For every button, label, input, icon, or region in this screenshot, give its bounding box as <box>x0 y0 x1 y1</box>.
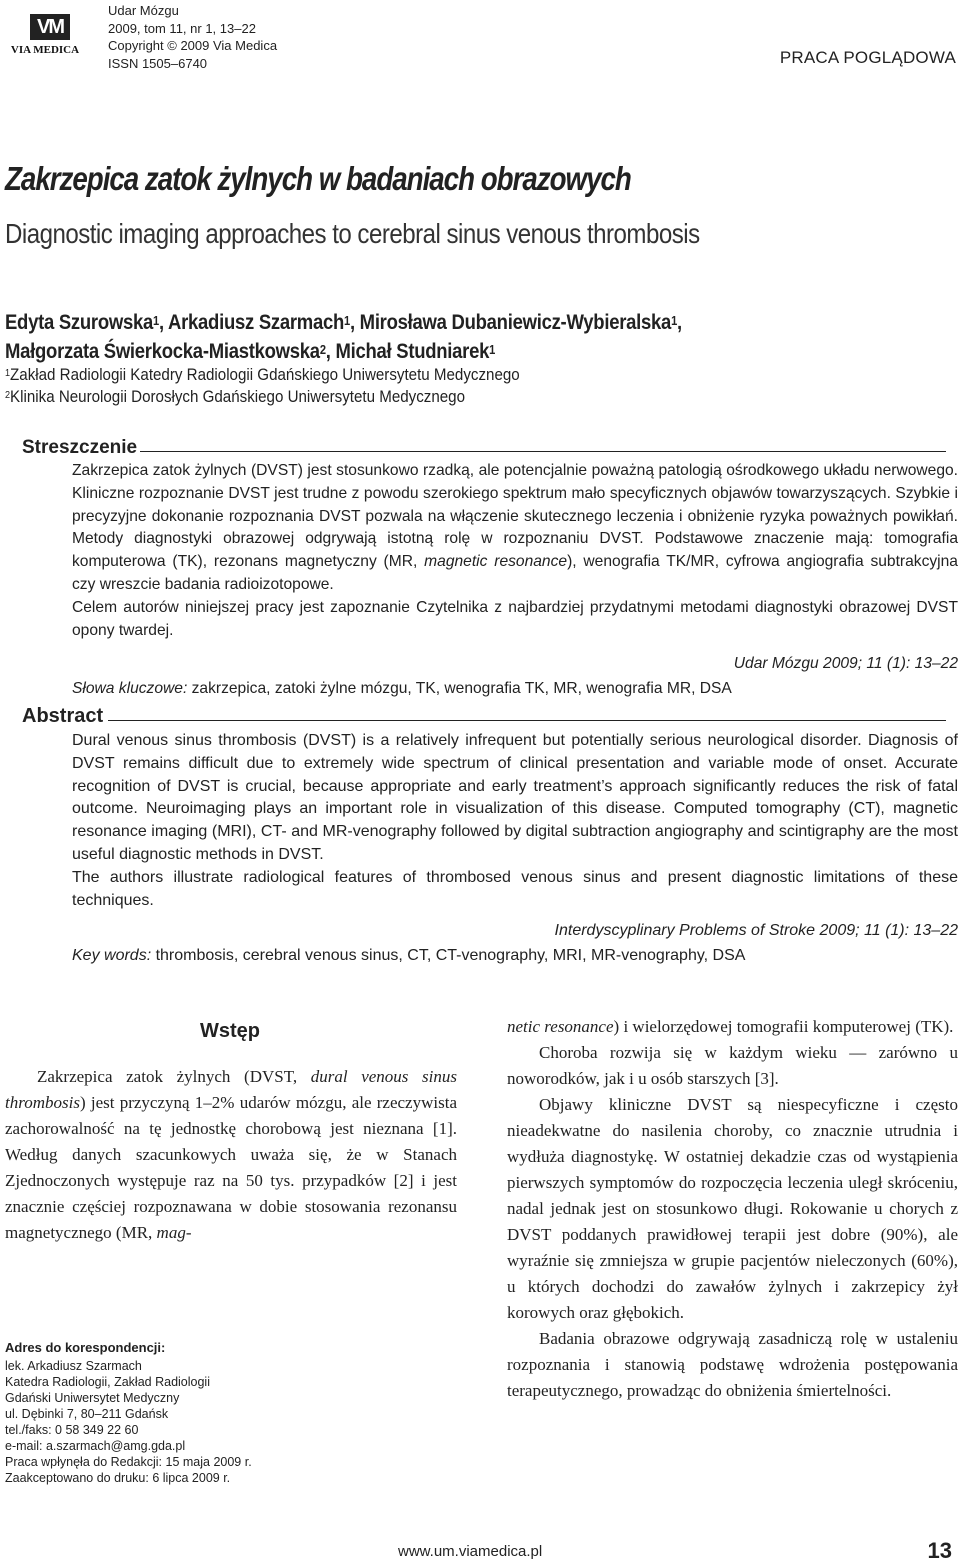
affiliation-item <box>5 386 520 408</box>
abstract-body <box>72 730 958 968</box>
affiliation-mark: 1 <box>344 313 350 328</box>
section-rule <box>140 451 946 452</box>
correspondence-email: e-mail: a.szarmach@amg.gda.pl <box>5 1439 186 1453</box>
section-heading-introduction: Wstęp <box>200 1020 260 1042</box>
streszczenie-heading: Streszczenie <box>22 437 138 458</box>
italic-term: mag- <box>156 1223 192 1242</box>
author-name: Edyta Szurowska <box>5 311 154 334</box>
citation: Udar Mózgu 2009; 11 (1): 13–22 <box>733 655 958 673</box>
abstract-paragraph: Dural venous sinus thrombosis (DVST) is a relatively infrequent but potentially serious neurological disorder. Diagnosis of DVST remains difficult due to extremely wide spectrum of clinical presentation and variable mode of onset. Accurate recognition of DVST is crucial, because appropriate and early treatment’s approach significantly reduces the risk of fatal outcome. Neuroimaging plays an important role in visualization of this disease. Computed tomography (CT), magnetic resonance imaging (MRI), CT- and MR-venography followed by digital subtraction angiography and scintigraphy are the most useful diagnostic methods in DVST. <box>72 732 958 863</box>
author-list <box>5 308 682 366</box>
streszczenie-body <box>72 460 958 701</box>
publication-info <box>108 2 277 72</box>
italic-term: dural venous sinus thrombosis <box>5 1067 457 1112</box>
issn: ISSN 1505–6740 <box>108 55 208 71</box>
keywords <box>72 678 958 701</box>
correspondence-line: Katedra Radiologii, Zakład Radiologii <box>5 1375 210 1389</box>
author-separator: , <box>676 311 682 334</box>
affiliation-mark: 1 <box>489 342 496 357</box>
affiliation-text: Klinika Neurologii Dorosłych Gdańskiego Uniwersytetu Medycznego <box>10 387 466 406</box>
title-english: Diagnostic imaging approaches to cerebral sinus venous thrombosis <box>5 218 700 249</box>
abstract-paragraph <box>72 460 958 597</box>
keywords <box>72 945 958 968</box>
text-run: ) jest przyczyną 1–2% udarów mózgu, ale rzeczywista zachorowalność na tę jednostkę chorobową jest nieznana [1]. Według danych szacunkowych uważa się, że w Stanach Zjednoczonych występuje raz na 50 tys. przypadków [2] i jest znacznie częściej rozpoznawana w dobie stosowania rezonansu magnetycznego (MR, <box>5 1093 457 1242</box>
correspondence-line: lek. Arkadiusz Szarmach <box>5 1359 142 1373</box>
correspondence-line: Gdański Uniwersytet Medyczny <box>5 1391 180 1405</box>
affiliation-number: 1 <box>5 367 11 379</box>
abstract-heading: Abstract <box>22 705 104 727</box>
keywords-label: Słowa kluczowe: <box>72 680 188 698</box>
affiliation-mark: 1 <box>153 313 159 328</box>
copyright: Copyright © 2009 Via Medica <box>108 38 278 53</box>
article-type: PRACA POGLĄDOWA <box>779 48 956 67</box>
author-name: Małgorzata Świerkocka-Miastkowska <box>5 340 320 363</box>
affiliations <box>5 364 520 408</box>
correspondence-line: Praca wpłynęła do Redakcji: 15 maja 2009 r. <box>5 1455 252 1469</box>
affiliation-item <box>5 364 520 386</box>
keywords-label: Key words: <box>72 947 152 965</box>
title-polish: Zakrzepica zatok żylnych w badaniach obrazowych <box>5 160 631 197</box>
text-run: ) i wielorzędowej tomografii komputerowej (TK). <box>613 1017 954 1036</box>
citation: Interdyscyplinary Problems of Stroke 2009; 11 (1): 13–22 <box>554 922 958 940</box>
correspondence-heading: Adres do korespondencji: <box>5 1340 166 1355</box>
text-run: Zakrzepica zatok żylnych (DVST) jest stosunkowo rzadką, ale potencjalnie poważną patologią ośrodkowego układu nerwowego. Kliniczne rozpoznanie DVST jest trudne z powodu szerokiego spektrum mało specyficznych objawów towarzyszących. Szybkie i precyzyjne dokonanie rozpoznania DVST pozwala na włączenie skutecznego leczenia i obniżenie ryzyka poważnych powikłań. Metody diagnostyki obrazowej odgrywają istotną rolę w rozpoznaniu DVST. Podstawowe znaczenie mają: tomografia komputerowa (TK), rezonans magnetyczny (MR, <box>72 462 958 571</box>
footer-url: www.um.viamedica.pl <box>398 1543 543 1560</box>
abstract-paragraph: The authors illustrate radiological features of thrombosed venous sinus and present diagnostic limitations of these techniques. <box>72 868 958 909</box>
journal-name: Udar Mózgu <box>108 3 179 18</box>
body-column-left <box>5 1064 457 1246</box>
affiliation-text: Zakład Radiologii Katedry Radiologii Gdańskiego Uniwersytetu Medycznego <box>10 365 520 384</box>
body-paragraph: Objawy kliniczne DVST są niespecyficzne i często nieadekwatne do nasilenia choroby, co znacznie utrudnia i wydłuża diagnostykę. W ostatniej dekadzie czas od wystąpienia pierwszych symptomów do rozpoczęcia leczenia uległ skróceniu, nadal jednak jest on stosunkowo długi. Rokowanie u chorych z DVST poddanych prawidłowej terapii jest dobre (90%), ale wyraźnie się zmniejsza w grupie pacjentów nieleczonych (60%), u których dochodzi do zawałów żylnych i zakrzepicy żył korowych oraz głębokich. <box>507 1095 958 1322</box>
publisher-logo <box>6 14 84 62</box>
author-name: , Mirosława Dubaniewicz-Wybieralska <box>349 311 672 334</box>
body-paragraph: Badania obrazowe odgrywają zasadniczą rolę w ustaleniu rozpoznania i stanowią podstawę wdrożenia postępowania terapeutycznego, prowadząc do obniżenia śmiertelności. <box>507 1329 958 1400</box>
keywords-text: thrombosis, cerebral venous sinus, CT, CT-venography, MRI, MR-venography, DSA <box>151 947 746 965</box>
italic-term: magnetic resonance <box>424 553 568 571</box>
text-run: ), wenografia TK/MR, cyfrowa angiografia subtrakcyjna czy wreszcie badania radioizotopowe. <box>72 553 958 593</box>
correspondence-line: ul. Dębinki 7, 80–211 Gdańsk <box>5 1407 169 1421</box>
keywords-text: zakrzepica, zatoki żylne mózgu, TK, wenografia TK, MR, wenografia MR, DSA <box>187 680 732 698</box>
correspondence-address <box>5 1340 252 1486</box>
author-line-1 <box>5 308 682 337</box>
italic-term: netic resonance <box>507 1017 614 1036</box>
body-column-right <box>507 1014 958 1404</box>
logo-text: VIA MEDICA <box>10 44 80 56</box>
logo-mark: VM <box>30 14 70 40</box>
body-paragraph <box>5 1064 457 1246</box>
body-paragraph <box>507 1014 958 1040</box>
abstract-paragraph: Celem autorów niniejszej pracy jest zapoznanie Czytelnika z najbardziej przydatnymi metodami diagnostyki obrazowej DVST opony twardej. <box>72 598 958 639</box>
correspondence-line: tel./faks: 0 58 349 22 60 <box>5 1423 139 1437</box>
author-name: , Michał Studniarek <box>325 340 490 363</box>
affiliation-number: 2 <box>5 389 11 401</box>
affiliation-mark: 2 <box>319 342 326 357</box>
author-line-2 <box>5 337 682 366</box>
section-rule <box>108 720 946 721</box>
author-name: , Arkadiusz Szarmach <box>158 311 345 334</box>
page-number: 13 <box>927 1538 952 1563</box>
affiliation-mark: 1 <box>671 313 677 328</box>
body-paragraph: Choroba rozwija się w każdym wieku — zarówno u noworodków, jak i u osób starszych [3]. <box>507 1043 958 1088</box>
correspondence-line: Zaakceptowano do druku: 6 lipca 2009 r. <box>5 1471 231 1485</box>
journal-issue: 2009, tom 11, nr 1, 13–22 <box>108 20 256 36</box>
text-run: Zakrzepica zatok żylnych (DVST, <box>37 1067 311 1086</box>
